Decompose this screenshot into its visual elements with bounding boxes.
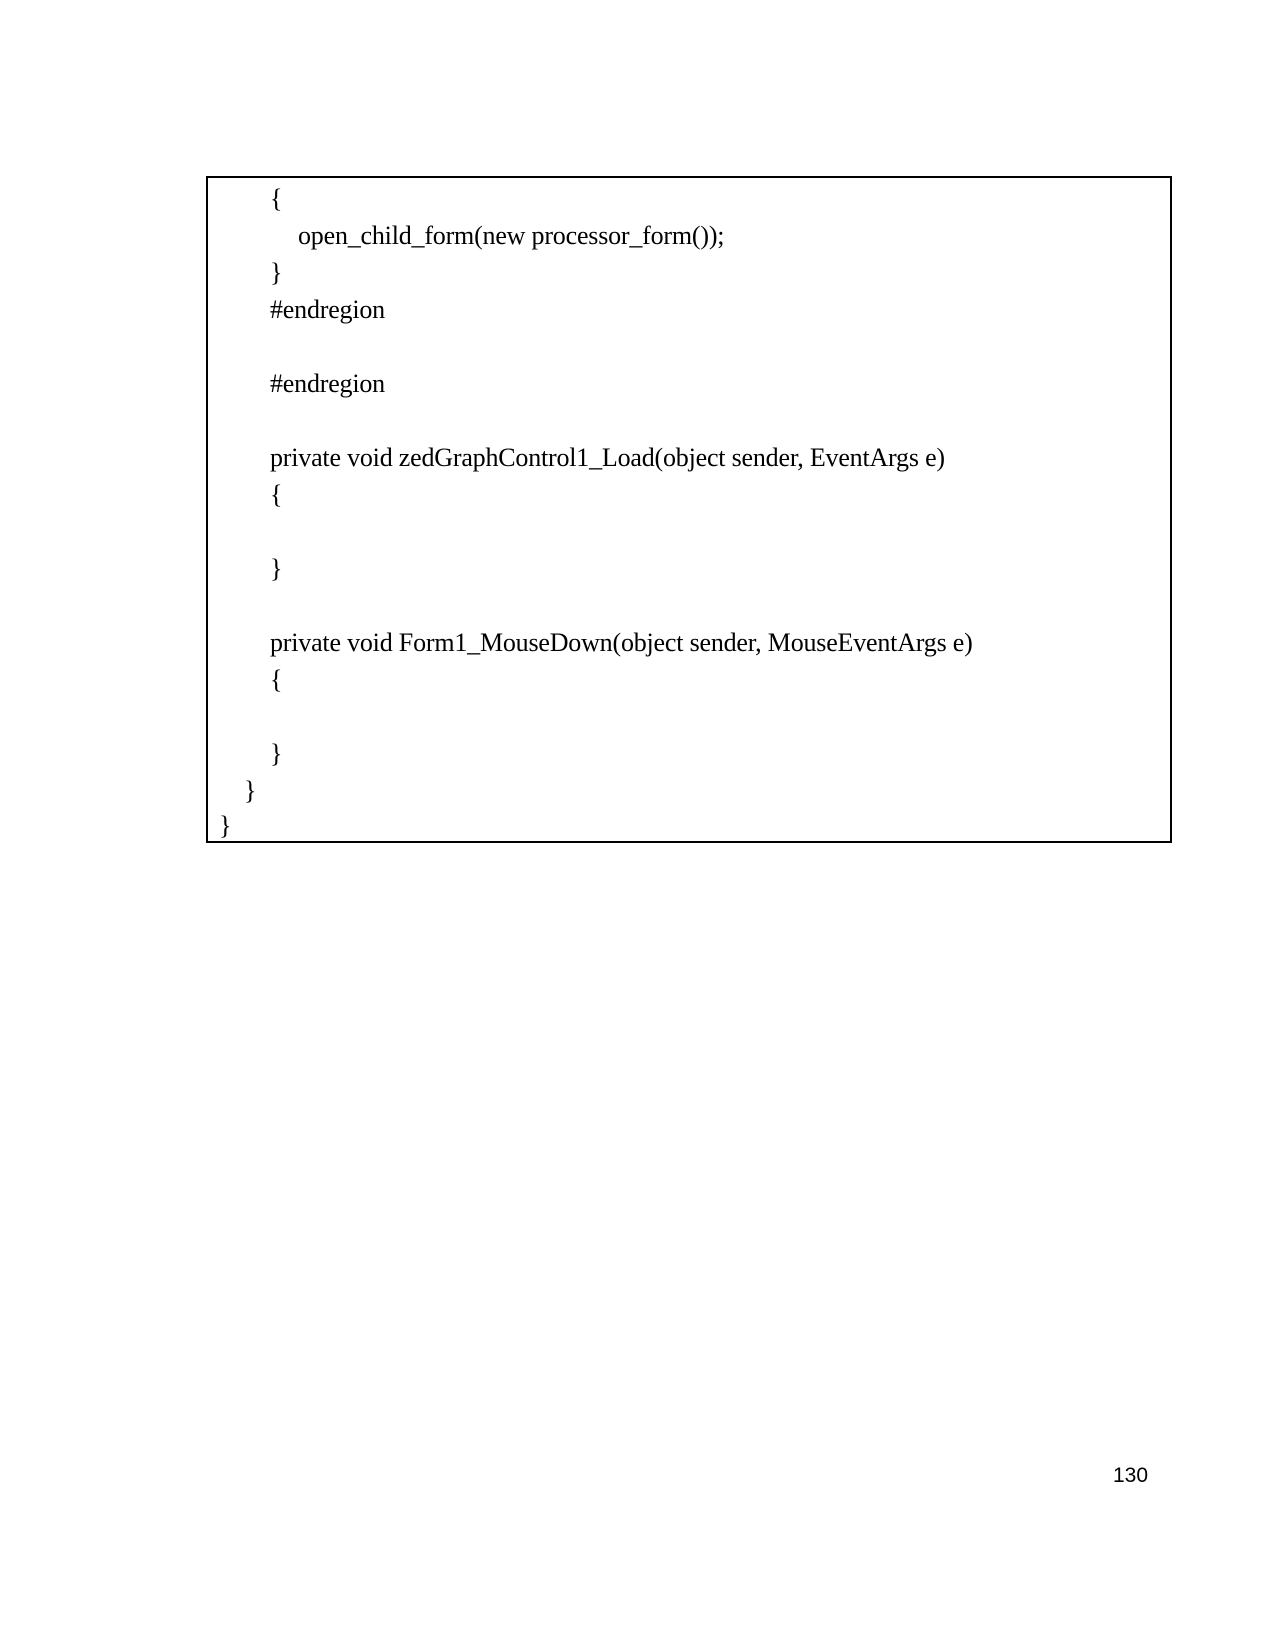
code-line: { <box>270 184 283 213</box>
code-listing-box <box>206 176 1172 843</box>
code-line: private void zedGraphControl1_Load(object sender, EventArgs e) <box>270 443 945 472</box>
code-line: } <box>270 554 283 583</box>
code-line: #endregion <box>270 295 385 324</box>
code-line: #endregion <box>270 369 385 398</box>
code-line: private void Form1_MouseDown(object sender, MouseEventArgs e) <box>270 628 973 657</box>
code-line: } <box>244 776 257 805</box>
code-line: } <box>270 258 283 287</box>
page-number: 130 <box>1113 1464 1149 1487</box>
code-line: } <box>270 739 283 768</box>
code-line: open_child_form(new processor_form()); <box>298 221 725 250</box>
code-line: } <box>219 811 232 840</box>
code-line: { <box>270 665 283 694</box>
code-line: { <box>270 480 283 509</box>
